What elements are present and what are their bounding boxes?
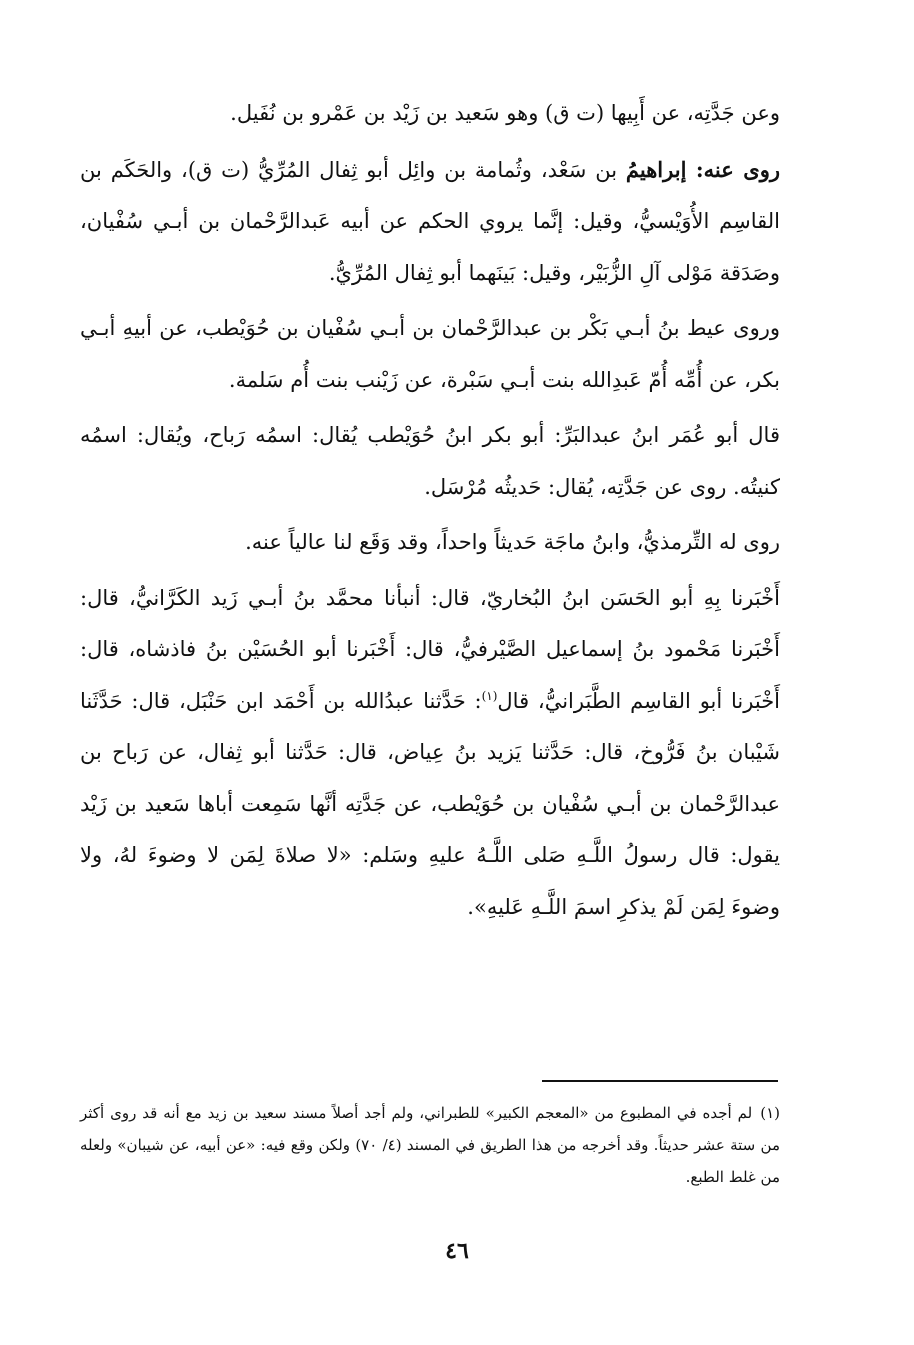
footnote-reference[interactable]: (١) <box>481 688 498 703</box>
paragraph-5: روى له التِّرمذيُّ، وابنُ ماجَة حَديثاً واحداً، وقد وَقَع لنا عالياً عنه. <box>245 530 780 554</box>
page-number: ٤٦ <box>445 1238 469 1264</box>
footnote-body: لم أجده في المطبوع من «المعجم الكبير» للطبراني، ولم أجد أصلاً مسند سعيد بن زيد مع أنه قد روى أكثر من ستة عشر حديثاً. وقد أخرجه من هذا الطريق في المسند (٤/ ٧٠) ولكن وقع فيه: «عن أبيه، عن شيبان» ولعله من غلط الطبع. <box>80 1104 780 1186</box>
riwaya-label: روى عنه: إبراهيمُ <box>625 156 781 182</box>
footnote <box>80 1097 780 1193</box>
footnote-separator <box>542 1080 778 1082</box>
paragraph-6 <box>80 573 780 934</box>
paragraph-6-text-a: أَخْبَرنا بِهِ أبو الحَسَن ابنُ البُخاريّ، قال: أنبأنا محمَّد بنُ أبـي زَيد الكَرَّانيُّ، قال: أَخْبَرنا مَحْمود بنُ إسماعيل الصَّيْرفيُّ، قال: أَخْبَرنا أبو الحُسَيْن بنُ فاذشاه، قال: أَخْبَرنا أبو القاسِم الطَّبَرانيُّ، قال <box>80 585 781 713</box>
paragraph-2-text: بن سَعْد، وثُمامة بن وائِل أبو ثِفال المُرِّيُّ (ت ق)، والحَكَم بن القاسِم الأُوَيْسيُّ، وقيل: إنَّما يروي الحكم عن أبيه عَبدالرَّحْمان بن أبـي سُفْيان، وصَدَقة مَوْلى آلِ الزُّبَيْر، وقيل: بَينَهما أبو ثِفال المُرِّيُّ. <box>80 157 780 285</box>
paragraph-4: قال أبو عُمَر ابنُ عبدالبَرِّ: أبو بكر ابنُ حُوَيْطب يُقال: اسمُه رَباح، ويُقال: اسمُه كنيتُه. روى عن جَدَّتِه، يُقال: حَديثُه مُرْسَل. <box>80 423 780 499</box>
footnote-marker: (١) <box>760 1104 780 1122</box>
paragraph-2 <box>80 144 780 300</box>
paragraph-6-text-b: : حَدَّثنا عبدُالله بن أَحْمَد ابن حَنْبَل، قال: حَدَّثَنا شَيْبان بنُ فَرُّوخ، قال: حَدَّثنا يَزيد بنُ عِياض، قال: حَدَّثنا أبو ثِفال، عن رَباح بن عبدالرَّحْمان بن أبـي سُفْيان بن حُوَيْطب، عن جَدَّتِه أنَّها سَمِعت أباها سَعيد بن زَيْد يقول: قال رسولُ اللَّـهِ صَلى اللَّـهُ عليهِ وسَلم: «لا صلاةَ لِمَن لا وضوءَ لهُ، ولا وضوءَ لِمَن لَمْ يذكرِ اسمَ اللَّـهِ عَليهِ». <box>80 688 780 919</box>
main-text <box>80 88 780 933</box>
paragraph-1: وعن جَدَّتِه، عن أَبِيها (ت ق) وهو سَعيد بن زَيْد بن عَمْرو بن نُفَيل. <box>230 101 780 125</box>
paragraph-3: وروى عيط بنُ أبـي بَكْر بن عبدالرَّحْمان بن أبـي سُفْيان بن حُوَيْطب، عن أبيهِ أبـي بكر، عن أُمِّه أُمّ عَبدِالله بنت أبـي سَبْرة، عن زَيْنب بنت أُم سَلمة. <box>80 316 780 392</box>
footnote-text <box>80 1097 780 1193</box>
